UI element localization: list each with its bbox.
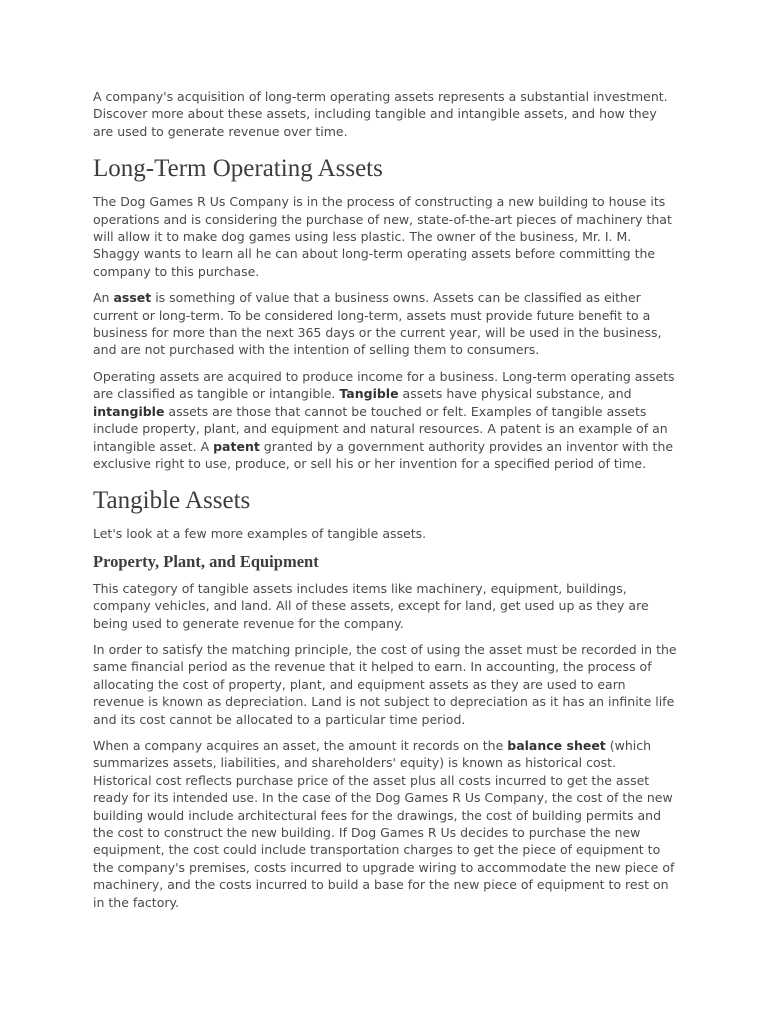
term-asset: asset [113, 290, 152, 306]
paragraph-ppe-category: This category of tangible assets includes items like machinery, equipment, buildings, company vehicles, and land. All of these assets, except for land, get used up as they are being used to generate revenue for the company. [93, 580, 649, 631]
text-run: granted by a government authority provides an inventor with the exclusive right to use, produce, or sell his or her invention for a specified period of time. [93, 438, 674, 471]
document-page [93, 88, 677, 920]
term-intangible: intangible [93, 403, 165, 419]
paragraph-operating-assets [93, 368, 677, 472]
text-run: An [93, 290, 114, 306]
text-run: Operating assets are acquired to produce income for a business. Long-term operating assets are classified as tangible or intangible. [93, 368, 675, 402]
intro-paragraph: A company's acquisition of long-term operating assets represents a substantial investment. Discover more about these assets, including tangible and intangible assets, and how they are used to generate revenue over time. [93, 89, 668, 139]
text-run: (which summarizes assets, liabilities, and shareholders' equity) is known as historical cost. Historical cost reflects purchase price of the asset plus all costs incurred to get the asset ready for its intended use. In the case of the Dog Games R Us Company, the cost of the new building would include architectural fees for the drawings, the cost of building permits and the cost to construct the new building. If Dog Games R Us decides to purchase the new equipment, the cost could include transportation charges to get the piece of equipment to the company's premises, costs incurred to upgrade wiring to accommodate the new piece of machinery, and the costs incurred to build a base for the new piece of equipment to rest on in the factory. [93, 737, 675, 910]
heading-long-term-operating-assets: Long-Term Operating Assets [93, 155, 383, 183]
text-run: assets have physical substance, and [398, 386, 632, 402]
subheading-property-plant-equipment: Property, Plant, and Equipment [93, 551, 319, 571]
heading-tangible-assets: Tangible Assets [93, 487, 251, 515]
paragraph-asset-definition [93, 289, 677, 359]
paragraph-historical-cost [93, 737, 677, 911]
paragraph-matching-principle: In order to satisfy the matching principle, the cost of using the asset must be recorded in the same financial period as the revenue that it helped to earn. In accounting, the process of allocating the cost of property, plant, and equipment assets as they are used to earn revenue is known as depreciation. Land is not subject to depreciation as it has an infinite life and its cost cannot be allocated to a particular time period. [93, 641, 677, 727]
text-run: assets are those that cannot be touched or felt. Examples of tangible assets include property, plant, and equipment and natural resources. A patent is an example of an intangible asset. A [93, 403, 668, 454]
paragraph-dog-games-scenario: The Dog Games R Us Company is in the process of constructing a new building to house its operations and is considering the purchase of new, state-of-the-art pieces of machinery that will allow it to make dog games using less plastic. The owner of the business, Mr. I. M. Shaggy wants to learn all he can about long-term operating assets before committing the company to this purchase. [93, 194, 672, 279]
text-run: is something of value that a business owns. Assets can be classified as either current or long-term. To be considered long-term, assets must provide future benefit to a business for more than the next 365 days or the current year, will be used in the business, and are not purchased with the intention of selling them to consumers. [93, 290, 662, 358]
term-patent: patent [213, 438, 260, 454]
term-balance-sheet: balance sheet [507, 737, 606, 753]
paragraph-tangible-intro: Let's look at a few more examples of tangible assets. [93, 526, 427, 542]
text-run: When a company acquires an asset, the amount it records on the [93, 737, 508, 753]
term-tangible: Tangible [339, 386, 399, 402]
